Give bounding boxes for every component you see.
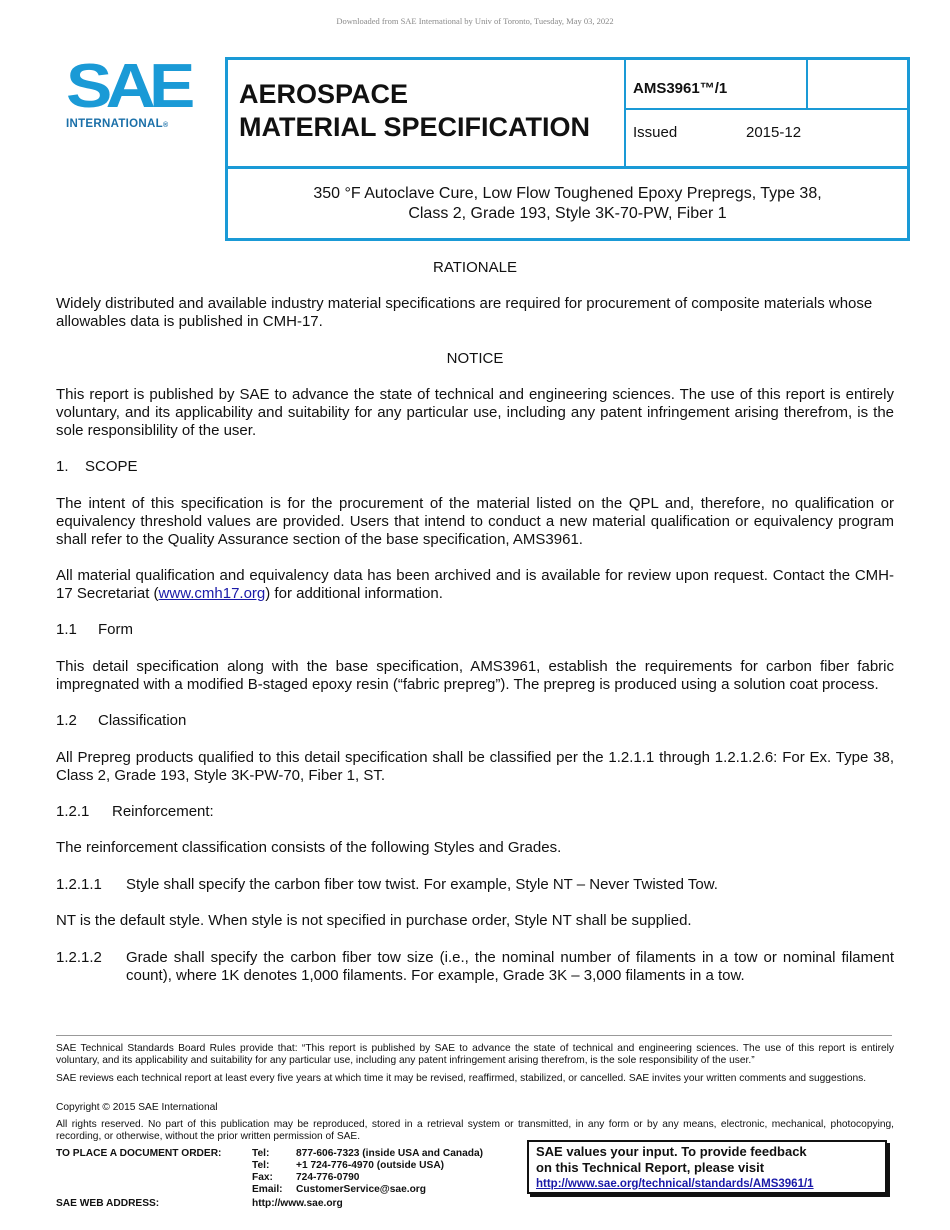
form-text: This detail specification along with the base specification, AMS3961, establish the requirements for carbon fiber fabric impregnated with a modified B-staged epoxy resin (“fabric prepreg”). The prepreg is produced using a solution coat process. <box>56 658 894 693</box>
section-form-heading: 1.1 Form <box>56 621 133 638</box>
scope-paragraph-2: All material qualification and equivalency data has been archived and is available for review upon request. Contact the CMH-17 Secretariat (www.cmh17.org) for additional information. <box>56 567 894 602</box>
document-number: AMS3961™/1 <box>633 80 728 97</box>
header-box <box>225 57 910 241</box>
feedback-text-2: on this Technical Report, please visit <box>536 1160 765 1175</box>
document-type-title: AEROSPACE MATERIAL SPECIFICATION <box>239 79 590 142</box>
section-scope-heading: 1. SCOPE <box>56 458 138 475</box>
section-classification-heading: 1.2 Classification <box>56 712 187 729</box>
section-reinforcement-heading: 1.2.1 Reinforcement: <box>56 803 214 820</box>
footer-review: SAE reviews each technical report at least every five years at which time it may be revised, reaffirmed, stabilized, or cancelled. SAE invites your written comments and suggestions. <box>56 1073 867 1084</box>
download-note: Downloaded from SAE International by Univ of Toronto, Tuesday, May 03, 2022 <box>336 16 614 26</box>
rationale-text: Widely distributed and available industry material specifications are required for procurement of composite materials whose allowables data is published in CMH-17. <box>56 295 873 330</box>
issued-date: 2015-12 <box>746 124 802 141</box>
scope-paragraph-1: The intent of this specification is for the procurement of the material listed on the QPL and, therefore, no qualification or equivalency threshold values are provided. Users that intend to conduct a new material qualification or equivalency program shall refer to the Quality Assurance section of the base specification, AMS3961. <box>56 495 894 548</box>
footer-rights: All rights reserved. No part of this publication may be reproduced, stored in a retrieval system or transmitted, in any form or by any means, electronic, mechanical, photocopying, recording, or otherwise, without the prior written permission of SAE. <box>56 1119 894 1142</box>
issued-label: Issued <box>633 124 678 141</box>
footer-divider <box>56 1035 892 1036</box>
notice-heading: NOTICE <box>446 350 504 367</box>
grade-item-text: Grade shall specify the carbon fiber tow size (i.e., the nominal number of filaments in a tow or nominal filament count), where 1K denotes 1,000 filaments. For example, Grade 3K – 3,000 filaments in a tow. <box>126 949 894 984</box>
classification-text: All Prepreg products qualified to this detail specification shall be classified per the 1.2.1.1 through 1.2.1.2.6: For Ex. Type 38, Class 2, Grade 193, Style 3K-PW-70, Fiber 1, ST. <box>56 749 894 784</box>
feedback-link[interactable]: http://www.sae.org/technical/standards/AMS3961/1 <box>536 1178 814 1190</box>
cmh17-link[interactable]: www.cmh17.org <box>158 585 266 602</box>
reinforcement-text: The reinforcement classification consists of the following Styles and Grades. <box>56 839 562 856</box>
footer-copyright: Copyright © 2015 SAE International <box>56 1102 218 1113</box>
feedback-box <box>527 1140 887 1194</box>
document-subtitle: 350 °F Autoclave Cure, Low Flow Toughened Epoxy Prepregs, Type 38, Class 2, Grade 193, Style 3K-70-PW, Fiber 1 <box>313 185 822 222</box>
notice-text: This report is published by SAE to advance the state of technical and engineering sciences. The use of this report is entirely voluntary, and its applicability and suitability for any particular use, including any patent infringement arising therefrom, is the sole responsiblility of the user. <box>56 386 894 439</box>
rationale-heading: RATIONALE <box>433 259 517 276</box>
feedback-text-1: SAE values your input. To provide feedback <box>536 1144 807 1159</box>
logo-brand: SAE <box>66 52 189 121</box>
footer-rules: SAE Technical Standards Board Rules provide that: “This report is published by SAE to advance the state of technical and engineering sciences. The use of this report is entirely voluntary, and its applicability and suitability for any particular use, including any patent infringement arising therefrom, is the sole responsibility of the user.” <box>56 1043 894 1066</box>
nt-default-text: NT is the default style. When style is not specified in purchase order, Style NT shall be supplied. <box>56 912 692 929</box>
style-item: 1.2.1.1 Style shall specify the carbon fiber tow twist. For example, Style NT – Never Twisted Tow. <box>56 876 718 893</box>
sae-logo <box>66 52 196 130</box>
logo-international: INTERNATIONAL® <box>66 118 169 130</box>
grade-item-number: 1.2.1.2 <box>56 949 102 966</box>
